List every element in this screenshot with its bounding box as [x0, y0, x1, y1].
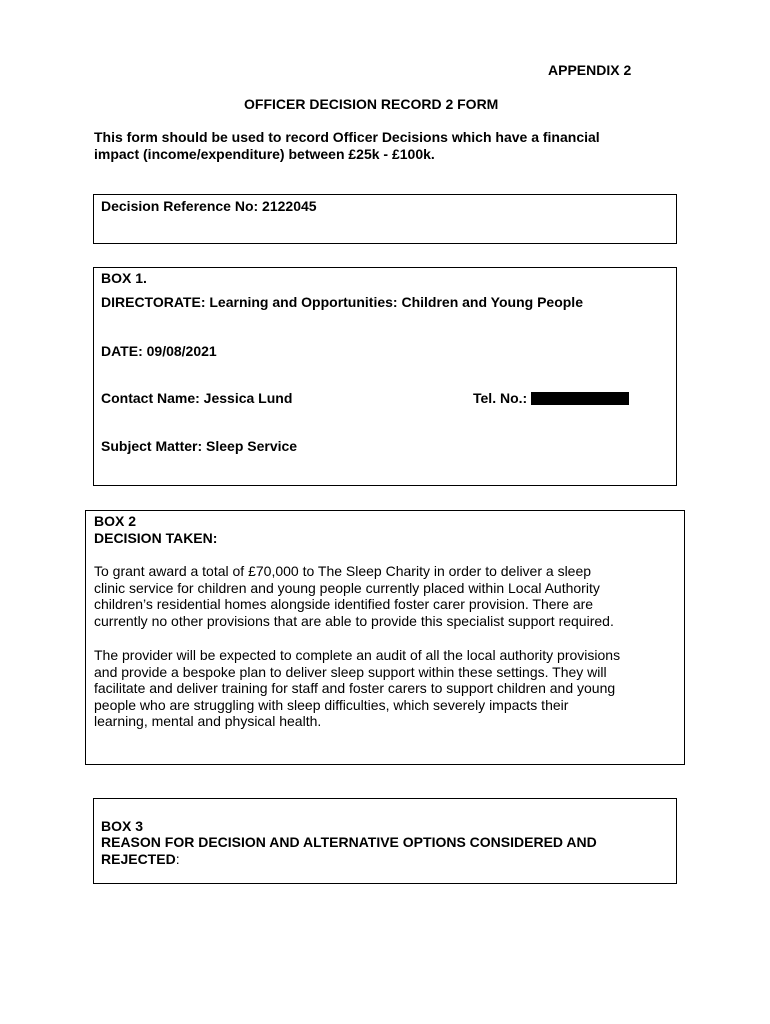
box-2-title: BOX 2	[94, 513, 137, 529]
decision-paragraph-2	[94, 647, 620, 730]
decision-paragraph-1-line: currently no other provisions that are able to provide this specialist support required.	[94, 612, 614, 629]
intro-line-1: This form should be used to record Officer Decisions which have a financial	[94, 129, 600, 145]
box-1	[93, 267, 677, 486]
tel-no-field	[473, 390, 629, 407]
subject-matter-field: Subject Matter: Sleep Service	[101, 438, 298, 454]
decision-paragraph-2-line: people who are struggling with sleep difficulties, which severely impacts their	[94, 696, 569, 713]
box-3-rejected-label: REJECTED	[101, 851, 176, 867]
decision-paragraph-1	[94, 563, 614, 629]
decision-paragraph-1-line: To grant award a total of £70,000 to The Sleep Charity in order to deliver a sleep	[94, 563, 592, 579]
box-3-heading-line-1: REASON FOR DECISION AND ALTERNATIVE OPTIONS CONSIDERED AND	[101, 834, 597, 850]
box-1-title: BOX 1.	[101, 270, 147, 286]
decision-paragraph-1-line: clinic service for children and young people currently placed within Local Authority	[94, 579, 600, 596]
decision-paragraph-2-line: learning, mental and physical health.	[94, 713, 322, 730]
decision-paragraph-2-line: and provide a bespoke plan to deliver sleep support within these settings. They will	[94, 663, 607, 680]
contact-name-field: Contact Name: Jessica Lund	[101, 390, 293, 406]
appendix-label: APPENDIX 2	[548, 62, 632, 78]
decision-paragraph-1-line: children’s residential homes alongside identified foster carer provision. There are	[94, 596, 594, 613]
intro-line-2: impact (income/expenditure) between £25k - £100k.	[94, 146, 435, 162]
box-3	[93, 798, 677, 884]
redaction-bar	[531, 392, 629, 405]
decision-reference-label: Decision Reference No: 2122045	[101, 198, 317, 214]
box-2-subtitle: DECISION TAKEN:	[94, 530, 218, 546]
box-2	[85, 510, 685, 765]
decision-paragraph-2-line: facilitate and deliver training for staff and foster carers to support children and young	[94, 680, 616, 697]
box-3-title: BOX 3	[101, 818, 144, 834]
form-title: OFFICER DECISION RECORD 2 FORM	[244, 96, 499, 112]
box-3-heading-line-2	[101, 851, 180, 868]
box-3-colon: :	[175, 851, 180, 867]
decision-paragraph-2-line: The provider will be expected to complete an audit of all the local authority provisions	[94, 647, 621, 663]
tel-no-label: Tel. No.:	[473, 390, 528, 406]
directorate-field: DIRECTORATE: Learning and Opportunities: Children and Young People	[101, 294, 583, 310]
date-field: DATE: 09/08/2021	[101, 343, 217, 359]
decision-reference-box	[93, 194, 677, 244]
